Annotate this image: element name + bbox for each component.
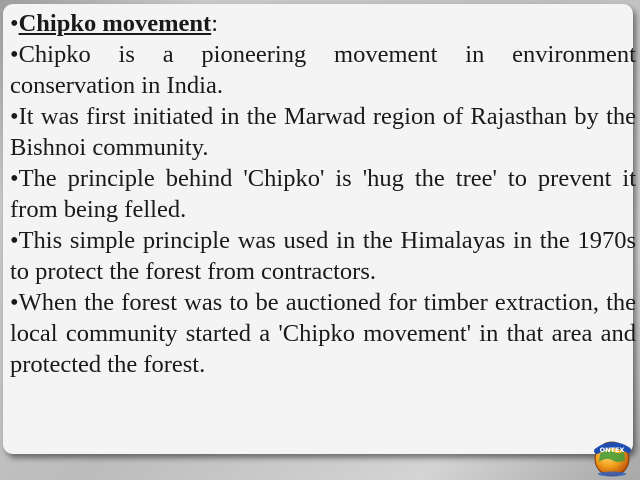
bullet-point-4 <box>10 225 636 287</box>
bullet-point-3 <box>10 163 636 225</box>
bullet-marker: • <box>10 41 19 68</box>
globe-logo-icon <box>590 438 634 478</box>
bullet-marker: • <box>10 103 19 130</box>
bullet-marker: • <box>10 289 19 316</box>
ontex-logo <box>590 438 634 478</box>
content-panel <box>3 4 636 454</box>
logo-text: ONTEX <box>599 446 625 454</box>
bullet-point-1 <box>10 39 636 101</box>
bullet-marker: • <box>10 227 19 254</box>
bullet-text: When the forest was to be auctioned for timber extraction, the local community started a 'Chipko movement' in that area and protected the forest. <box>10 289 636 378</box>
title-colon: : <box>211 10 218 37</box>
bullet-point-2 <box>10 101 636 163</box>
bullet-text: Chipko is a pioneering movement in environment conservation in India. <box>10 41 636 99</box>
bullet-point-5 <box>10 287 636 380</box>
slide-content <box>10 8 636 380</box>
bullet-text: It was first initiated in the Marwad region of Rajasthan by the Bishnoi community. <box>10 103 636 161</box>
bullet-text: The principle behind 'Chipko' is 'hug the tree' to prevent it from being felled. <box>10 165 636 223</box>
bullet-marker: • <box>10 10 19 37</box>
slide-title: Chipko movement <box>18 10 212 37</box>
bullet-text: This simple principle was used in the Himalayas in the 1970s to protect the forest from contractors. <box>10 227 636 285</box>
slide-title-line <box>10 8 636 39</box>
bullet-marker: • <box>10 165 19 192</box>
